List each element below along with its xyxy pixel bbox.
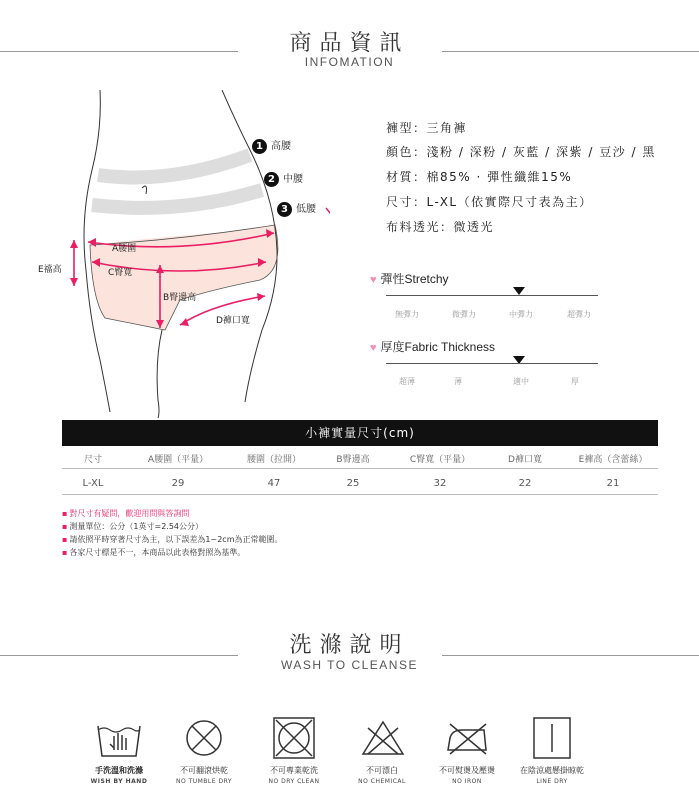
label-c-hip: C臀寬 [108, 268, 133, 278]
bullet-icon: ▪ [62, 509, 68, 518]
spec-size: 尺寸：L-XL（依實際尺寸表為主） [386, 195, 593, 209]
note-text: 測量單位：公分（1英寸=2.54公分） [69, 522, 204, 531]
stretch-scale-line [386, 295, 598, 296]
note-text: 對尺寸有疑問，歡迎用問與答詢問 [69, 509, 190, 518]
table-header-cell: D褲口寬 [508, 455, 542, 465]
info-subtitle: INFOMATION [304, 55, 395, 69]
wash-label: 不可專業乾洗 [270, 766, 318, 775]
note-item [62, 521, 203, 532]
table-header-cell: E褲高（含蕾絲） [578, 455, 648, 465]
spec-type: 褲型：三角褲 [386, 121, 468, 135]
table-cell: 47 [267, 478, 281, 489]
wash-label: 不可翻滾烘乾 [180, 766, 228, 775]
label-a-waist: A腰圍 [112, 244, 137, 254]
note-item [62, 547, 245, 558]
wash-label-en: NO CHEMICAL [358, 778, 406, 785]
stretch-option: 中彈力 [509, 310, 533, 319]
wash-subtitle: WASH TO CLEANSE [281, 658, 418, 672]
table-header-cell: 尺寸 [83, 455, 102, 465]
no-iron-icon [444, 720, 490, 756]
waist-number-1: 1 [252, 139, 267, 154]
waist-number-3: 3 [277, 202, 292, 217]
wash-label-en: WISH BY HAND [90, 778, 148, 785]
line-dry-icon [532, 716, 572, 760]
no-dry-clean-icon [272, 716, 316, 760]
waist-label-mid: 中腰 [283, 174, 303, 185]
table-bottom-divider [62, 494, 658, 495]
note-text: 各家尺寸標是不一，本商品以此表格對照為基準。 [69, 548, 246, 557]
high-waist-line [98, 155, 250, 178]
info-title: 商品資訊 [289, 31, 410, 56]
table-cell: 29 [171, 478, 185, 489]
leg-inner-line [157, 330, 162, 418]
thickness-title-text: 厚度Fabric Thickness [380, 340, 496, 354]
thickness-scale-line [386, 363, 598, 364]
wash-item-dryclean [254, 765, 334, 785]
wash-item-linedry [512, 765, 592, 785]
stretch-option: 無彈力 [395, 310, 419, 319]
mid-waist-line [92, 190, 262, 208]
table-cell: 32 [433, 478, 447, 489]
wash-label-en: NO TUMBLE DRY [175, 778, 233, 785]
waist-level-low [277, 200, 316, 217]
table-header-cell: A腰圍（平量） [147, 455, 209, 465]
wash-label: 不可漂白 [366, 766, 398, 775]
heart-icon: ♥ [370, 274, 377, 286]
label-e-height: E襠高 [38, 265, 62, 275]
stretch-option: 超彈力 [567, 310, 591, 319]
waist-label-low: 低腰 [296, 204, 316, 215]
spec-color: 顏色：淺粉 / 深粉 / 灰藍 / 深紫 / 豆沙 / 黑 [386, 145, 656, 159]
wash-item-bleach [342, 765, 422, 785]
wash-item-hand [79, 765, 159, 785]
stretch-indicator [513, 287, 525, 295]
wash-label: 不可熨燙及壓燙 [439, 766, 495, 775]
bullet-icon: ▪ [62, 522, 68, 531]
low-waist-check [326, 196, 330, 214]
no-tumble-dry-icon [184, 718, 224, 758]
thickness-option: 厚 [571, 377, 579, 386]
spec-transparency: 布料透光：微透光 [386, 220, 495, 234]
waist-number-2: 2 [264, 172, 279, 187]
thickness-option: 適中 [513, 377, 529, 386]
stretch-title-text: 彈性Stretchy [380, 272, 449, 286]
no-bleach-icon [360, 718, 406, 758]
note-item [62, 508, 189, 519]
wash-item-iron [427, 765, 507, 785]
navel [142, 186, 147, 194]
wash-label: 手洗溫和洗滌 [95, 766, 143, 775]
label-d-legopening: D褲口寬 [216, 316, 250, 326]
stretch-title [370, 270, 449, 287]
thickness-option: 薄 [454, 377, 462, 386]
table-cell: 21 [606, 478, 620, 489]
heart-icon: ♥ [370, 342, 377, 354]
wash-item-tumble [164, 765, 244, 785]
wash-label-en: NO IRON [452, 778, 482, 785]
table-header-cell: B臀邊高 [336, 455, 370, 465]
bullet-icon: ▪ [62, 535, 68, 544]
size-table-title: 小褲實量尺寸(cm) [62, 420, 658, 446]
bullet-icon: ▪ [62, 548, 68, 557]
label-b-side: B臀邊高 [163, 293, 197, 303]
note-text: 請依照平時穿著尺寸為主，以下誤差為1~2cm為正常範圍。 [69, 535, 283, 544]
wash-label-en: LINE DRY [536, 778, 568, 785]
waist-level-high [252, 137, 291, 154]
table-cell-size: L-XL [82, 478, 104, 489]
waist-level-mid [264, 170, 303, 187]
wash-title: 洗滌說明 [289, 633, 410, 658]
table-row-divider [62, 468, 658, 469]
table-header-cell: C臀寬（平量） [409, 455, 471, 465]
note-item [62, 534, 283, 545]
hand-wash-icon [96, 720, 142, 760]
table-header-cell: 腰圍（拉開） [246, 455, 301, 465]
table-cell: 25 [346, 478, 360, 489]
stretch-option: 微彈力 [452, 310, 476, 319]
wash-label-en: NO DRY CLEAN [268, 778, 320, 785]
wash-label: 在陰涼處懸掛晾乾 [520, 766, 584, 775]
spec-material: 材質：棉85% · 彈性纖維15% [386, 170, 573, 184]
thickness-option: 超薄 [399, 377, 415, 386]
thickness-title [370, 338, 495, 355]
waist-label-high: 高腰 [271, 141, 291, 152]
table-cell: 22 [518, 478, 532, 489]
